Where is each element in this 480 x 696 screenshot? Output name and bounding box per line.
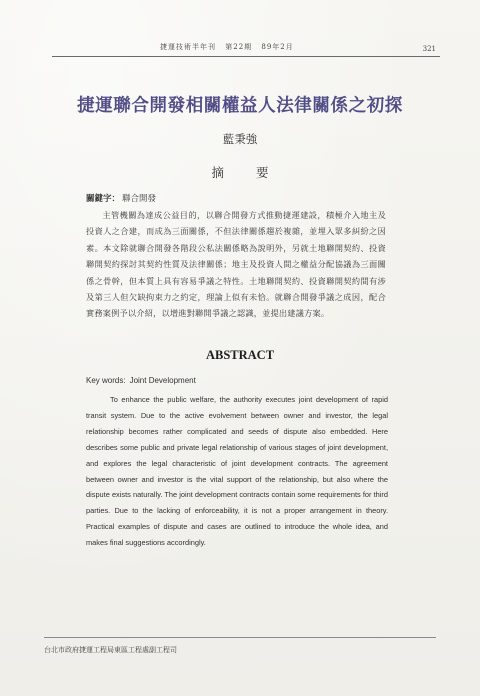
abstract-en-body: To enhance the public welfare, the authority executes joint development of rapid transit system. Due to the active evolvement between owner and investor, the legal relationship becomes rather complicated and seeds of dispute also embedded. Here describes some public and private legal relationship of various stages of joint development, and explores the legal characteristic of joint development contracts. The agreement between owner and investor is the vital support of the relationship, but also where the dispute exists naturally. The joint development contracts contain some requirements for third parties. Due to the lacking of enforceability, it is not a proper arrangement in theory. Practical examples of dispute and cases are outlined to introduce the whole idea, and makes final suggestions accordingly. [86, 395, 388, 548]
paper-title: 捷運聯合開發相關權益人法律關係之初探 [77, 96, 403, 116]
abstract-cn-body: 主管機關為達成公益目的，以聯合開發方式推動捷運建設，積極介入地主及投資人之合建，而成為三面關係，不但法律關係趨於複雜，並埋入眾多糾紛之因素。本文除就聯合開發各階段公私法關係略為說明外，另就土地聯開契約、投資聯開契約探討其契約性質及法律關係；地主及投資人間之權益分配協議為三面關係之骨幹，但本質上具有容易爭議之特性。土地聯開契約、投資聯開契約間有涉及第三人但欠缺拘束力之約定，理論上似有未恰。就聯合開發爭議之成因，配合實務案例予以介紹，以增進對聯開爭議之認識，並提出建議方案。 [86, 210, 386, 319]
issue-date: 89年2月 [261, 43, 294, 51]
journal-name: 捷運技術半年刊 [160, 43, 216, 51]
keywords-en-value: Joint Development [129, 376, 196, 385]
abstract-en-heading: ABSTRACT [205, 348, 275, 362]
author-name: 藍秉強 [222, 132, 258, 146]
author-affiliation-footnote: 台北市政府捷運工程局東區工程處副工程司 [44, 646, 177, 654]
abstract-cn-heading: 摘 要 [211, 165, 283, 180]
header-rule [52, 56, 440, 57]
page-number: 321 [422, 45, 436, 53]
issue-number: 第22期 [225, 43, 253, 51]
keywords-en [86, 376, 196, 385]
keywords-cn-label: 關鍵字： [86, 194, 121, 204]
footnote-rule [44, 637, 436, 638]
keywords-en-label: Key words: [86, 376, 126, 385]
keywords-cn-value: 聯合開發 [122, 194, 157, 204]
keywords-cn [86, 192, 156, 204]
running-head [160, 42, 300, 52]
